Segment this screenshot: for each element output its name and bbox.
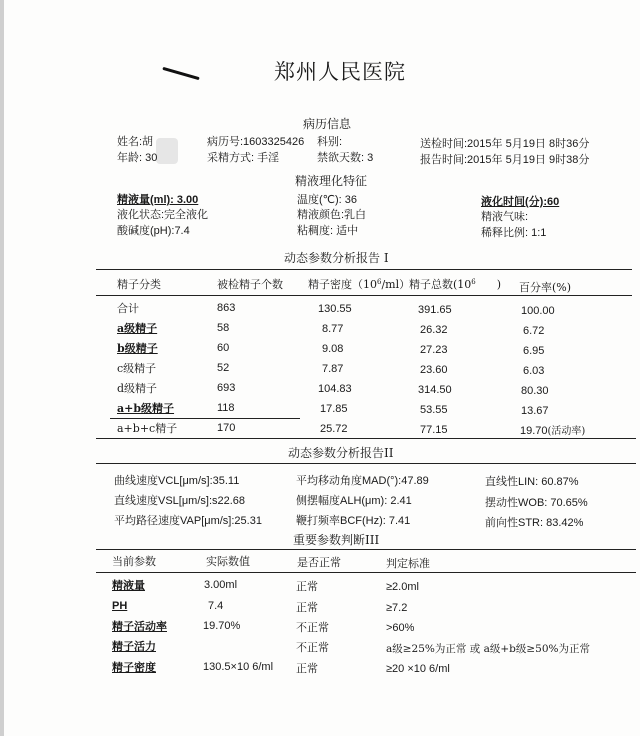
hospital-title: 郑州人民医院 bbox=[274, 60, 406, 84]
record-number: 病历号:1603325426 bbox=[207, 136, 305, 148]
row-percent: 6.72 bbox=[523, 325, 545, 337]
liquefaction-state: 液化状态:完全液化 bbox=[117, 209, 209, 221]
section-physchem-title: 精液理化特征 bbox=[295, 174, 368, 188]
param-normal: 不正常 bbox=[296, 621, 329, 634]
row-category: a级精子 bbox=[117, 322, 158, 335]
param-actual: 19.70% bbox=[203, 620, 241, 632]
row-category: d级精子 bbox=[117, 382, 158, 395]
bcf-value: 鞭打频率BCF(Hz): 7.41 bbox=[296, 515, 411, 527]
param-standard: a级≥25%为正常 或 a级+b级≥50%为正常 bbox=[386, 643, 590, 655]
report1-header-total: 精子总数($10^6$ ) bbox=[409, 278, 502, 291]
param-normal: 不正常 bbox=[296, 641, 329, 654]
row-total: 314.50 bbox=[418, 384, 452, 396]
row-percent: 6.95 bbox=[523, 345, 545, 357]
judgement-header-actual: 实际数值 bbox=[206, 555, 250, 568]
param-normal: 正常 bbox=[296, 601, 318, 614]
row-count: 693 bbox=[217, 382, 236, 394]
report1-header-rule bbox=[96, 295, 632, 296]
row-density: 8.77 bbox=[322, 323, 344, 335]
judgement-header-normal: 是否正常 bbox=[297, 556, 341, 569]
row-percent: 80.30 bbox=[521, 385, 549, 397]
patient-age: 年龄: 30 bbox=[117, 152, 158, 164]
abstinence-days: 禁欲天数: 3 bbox=[317, 152, 374, 164]
param-name: 精子密度 bbox=[112, 661, 156, 674]
dilution-ratio: 稀释比例: 1:1 bbox=[481, 227, 547, 239]
row-category: 合计 bbox=[117, 302, 139, 315]
row-category: c级精子 bbox=[117, 362, 157, 375]
section-report1-title: 动态参数分析报告 I bbox=[284, 251, 389, 265]
row-category: a+b级精子 bbox=[117, 402, 175, 415]
report2-top-rule bbox=[96, 463, 636, 464]
row-count: 52 bbox=[217, 362, 230, 374]
redacted-name-blot bbox=[156, 138, 178, 164]
row-count: 58 bbox=[217, 322, 230, 334]
report1-bottom-rule bbox=[96, 438, 636, 439]
param-standard: >60% bbox=[386, 622, 415, 634]
alh-value: 侧摆幅度ALH(μm): 2.41 bbox=[296, 495, 412, 507]
judgement-header-param: 当前参数 bbox=[112, 555, 156, 568]
row-category: b级精子 bbox=[117, 342, 158, 355]
pen-mark bbox=[162, 67, 199, 80]
row-density: 25.72 bbox=[320, 423, 348, 435]
row-density: 17.85 bbox=[320, 403, 348, 415]
param-actual: 130.5×10 6/ml bbox=[203, 661, 274, 673]
str-value: 前向性STR: 83.42% bbox=[485, 517, 584, 529]
row-percent: 19.70(活动率) bbox=[520, 425, 586, 437]
patient-name: 姓名:胡 bbox=[117, 136, 154, 148]
report1-header-percent: 百分率(%) bbox=[519, 281, 572, 294]
row-count: 60 bbox=[217, 342, 230, 354]
mad-value: 平均移动角度MAD(°):47.89 bbox=[296, 475, 429, 487]
vap-value: 平均路径速度VAP[μm/s]:25.31 bbox=[114, 515, 262, 527]
judgement-header-rule bbox=[96, 572, 636, 573]
vsl-value: 直线速度VSL[μm/s]:s22.68 bbox=[114, 495, 246, 507]
row-total: 53.55 bbox=[420, 404, 448, 416]
report1-header-count: 被检精子个数 bbox=[217, 278, 283, 291]
send-time: 送检时间:2015年 5月19日 8时36分 bbox=[420, 138, 590, 150]
param-standard: ≥2.0ml bbox=[386, 581, 419, 593]
row-density: 7.87 bbox=[322, 363, 344, 375]
paper-shadow-edge bbox=[0, 0, 4, 736]
collection-method: 采精方式: 手淫 bbox=[207, 152, 280, 164]
report1-header-density: 精子密度$(10^6/ml)$ bbox=[308, 278, 411, 291]
param-actual: 3.00ml bbox=[204, 579, 238, 591]
row-total: 391.65 bbox=[418, 304, 452, 316]
judgement-top-rule bbox=[96, 549, 636, 550]
report-time: 报告时间:2015年 5月19日 9时38分 bbox=[420, 154, 590, 166]
wob-value: 摆动性WOB: 70.65% bbox=[485, 497, 588, 509]
row-category: a+b+c精子 bbox=[117, 422, 178, 435]
row-total: 77.15 bbox=[420, 424, 448, 436]
section-report2-title: 动态参数分析报告II bbox=[288, 446, 394, 460]
liquefaction-time: 液化时间(分):60 bbox=[481, 196, 560, 208]
section-judgement-title: 重要参数判断III bbox=[293, 533, 380, 547]
row-percent: 100.00 bbox=[521, 305, 555, 317]
judgement-header-standard: 判定标准 bbox=[386, 557, 430, 570]
param-actual: 7.4 bbox=[208, 600, 224, 612]
temperature: 温度(℃): 36 bbox=[297, 194, 358, 206]
row-count: 863 bbox=[217, 302, 236, 314]
param-name: 精子活力 bbox=[112, 640, 156, 653]
department: 科别: bbox=[317, 136, 343, 148]
row-total: 27.23 bbox=[420, 344, 448, 356]
viscosity: 粘稠度: 适中 bbox=[297, 225, 359, 237]
param-name: 精子活动率 bbox=[112, 620, 167, 633]
ph-value: 酸碱度(pH):7.4 bbox=[117, 225, 190, 237]
row-percent: 6.03 bbox=[523, 365, 545, 377]
activity-rate-note: (活动率) bbox=[547, 426, 586, 437]
row-count: 170 bbox=[217, 422, 236, 434]
param-standard: ≥20 ×10 6/ml bbox=[386, 663, 450, 675]
row-percent: 13.67 bbox=[521, 405, 549, 417]
param-normal: 正常 bbox=[296, 580, 318, 593]
param-name: 精液量 bbox=[112, 579, 145, 592]
param-name: PH bbox=[112, 600, 128, 612]
semen-color: 精液颜色:乳白 bbox=[297, 209, 367, 221]
report1-inner-rule bbox=[110, 418, 300, 419]
row-count: 118 bbox=[217, 402, 235, 414]
row-density: 9.08 bbox=[322, 343, 344, 355]
row-total: 26.32 bbox=[420, 324, 448, 336]
vcl-value: 曲线速度VCL[μm/s]:35.11 bbox=[114, 475, 240, 487]
row-total: 23.60 bbox=[420, 364, 448, 376]
row-density: 104.83 bbox=[318, 383, 352, 395]
lin-value: 直线性LIN: 60.87% bbox=[485, 476, 579, 488]
param-normal: 正常 bbox=[296, 662, 318, 675]
section-record-title: 病历信息 bbox=[303, 117, 352, 131]
report1-header-category: 精子分类 bbox=[117, 278, 161, 291]
param-standard: ≥7.2 bbox=[386, 602, 408, 614]
semen-volume: 精液量(ml): 3.00 bbox=[117, 194, 199, 206]
row-density: 130.55 bbox=[318, 303, 352, 315]
semen-odor: 精液气味: bbox=[481, 211, 529, 223]
report1-top-rule bbox=[96, 269, 632, 270]
